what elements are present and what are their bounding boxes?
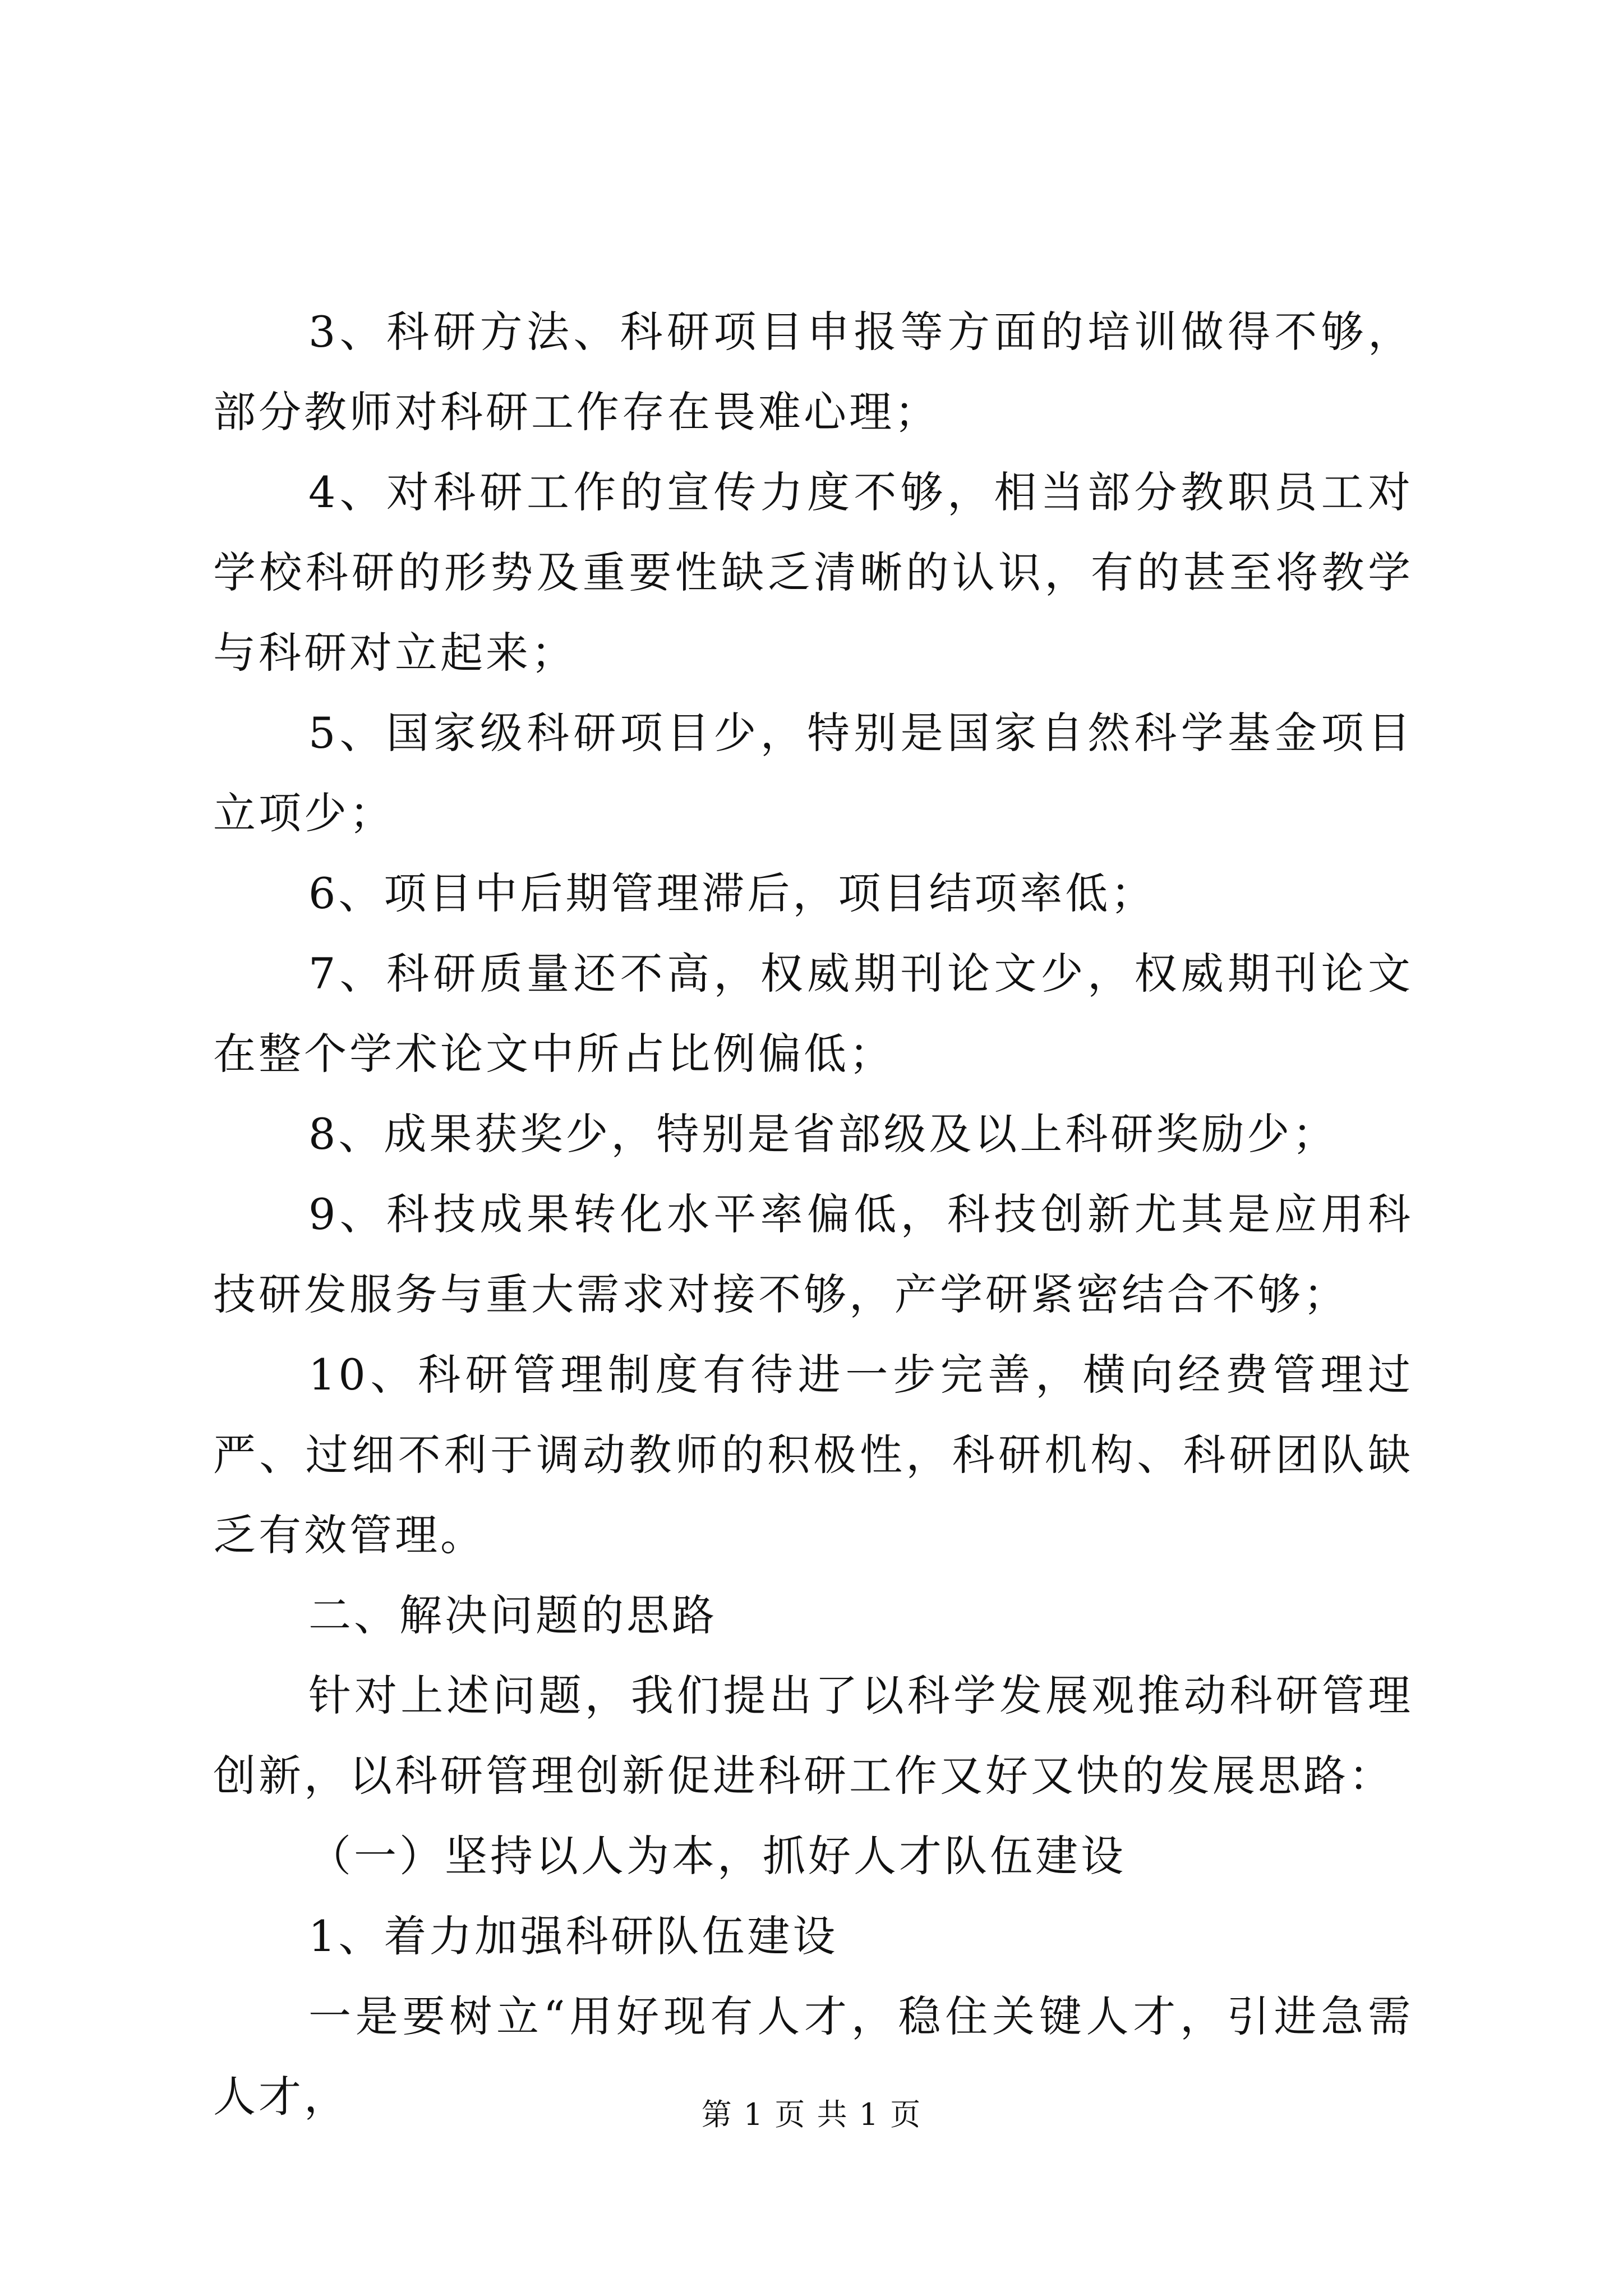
paragraph-intro: 针对上述问题，我们提出了以科学发展观推动科研管理创新，以科研管理创新促进科研工作又好又快的发展思路： bbox=[213, 1671, 1413, 1801]
paragraph-item-9: 9、科技成果转化水平率偏低，科技创新尤其是应用科技研发服务与重大需求对接不够，产学研紧密结合不够； bbox=[213, 1189, 1413, 1319]
document-body bbox=[213, 292, 1413, 2137]
page-footer: 第 1 页 共 1 页 bbox=[701, 2097, 922, 2132]
paragraph-item-3: 3、科研方法、科研项目申报等方面的培训做得不够，部分教师对科研工作存在畏难心理； bbox=[213, 307, 1413, 437]
paragraph-item-10: 10、科研管理制度有待进一步完善，横向经费管理过严、过细不利于调动教师的积极性，科研机构、科研团队缺乏有效管理。 bbox=[213, 1350, 1413, 1560]
subsection-item-1: 1、着力加强科研队伍建设 bbox=[308, 1911, 838, 1961]
paragraph-item-7: 7、科研质量还不高，权威期刊论文少，权威期刊论文在整个学术论文中所占比例偏低； bbox=[213, 949, 1413, 1079]
paragraph-continuation: 一是要树立“用好现有人才，稳住关键人才，引进急需人才， bbox=[213, 1991, 1413, 2122]
paragraph-item-8: 8、成果获奖少，特别是省部级及以上科研奖励少； bbox=[308, 1109, 1338, 1159]
section-heading: 二、解决问题的思路 bbox=[308, 1590, 717, 1640]
paragraph-item-4: 4、对科研工作的宣传力度不够，相当部分教职员工对学校科研的形势及重要性缺乏清晰的认识，有的甚至将教学与科研对立起来； bbox=[213, 467, 1413, 678]
paragraph-item-6: 6、项目中后期管理滞后，项目结项率低； bbox=[308, 868, 1156, 918]
paragraph-item-5: 5、国家级科研项目少，特别是国家自然科学基金项目立项少； bbox=[213, 708, 1413, 838]
subsection-heading: （一）坚持以人为本，抓好人才队伍建设 bbox=[308, 1831, 1126, 1881]
